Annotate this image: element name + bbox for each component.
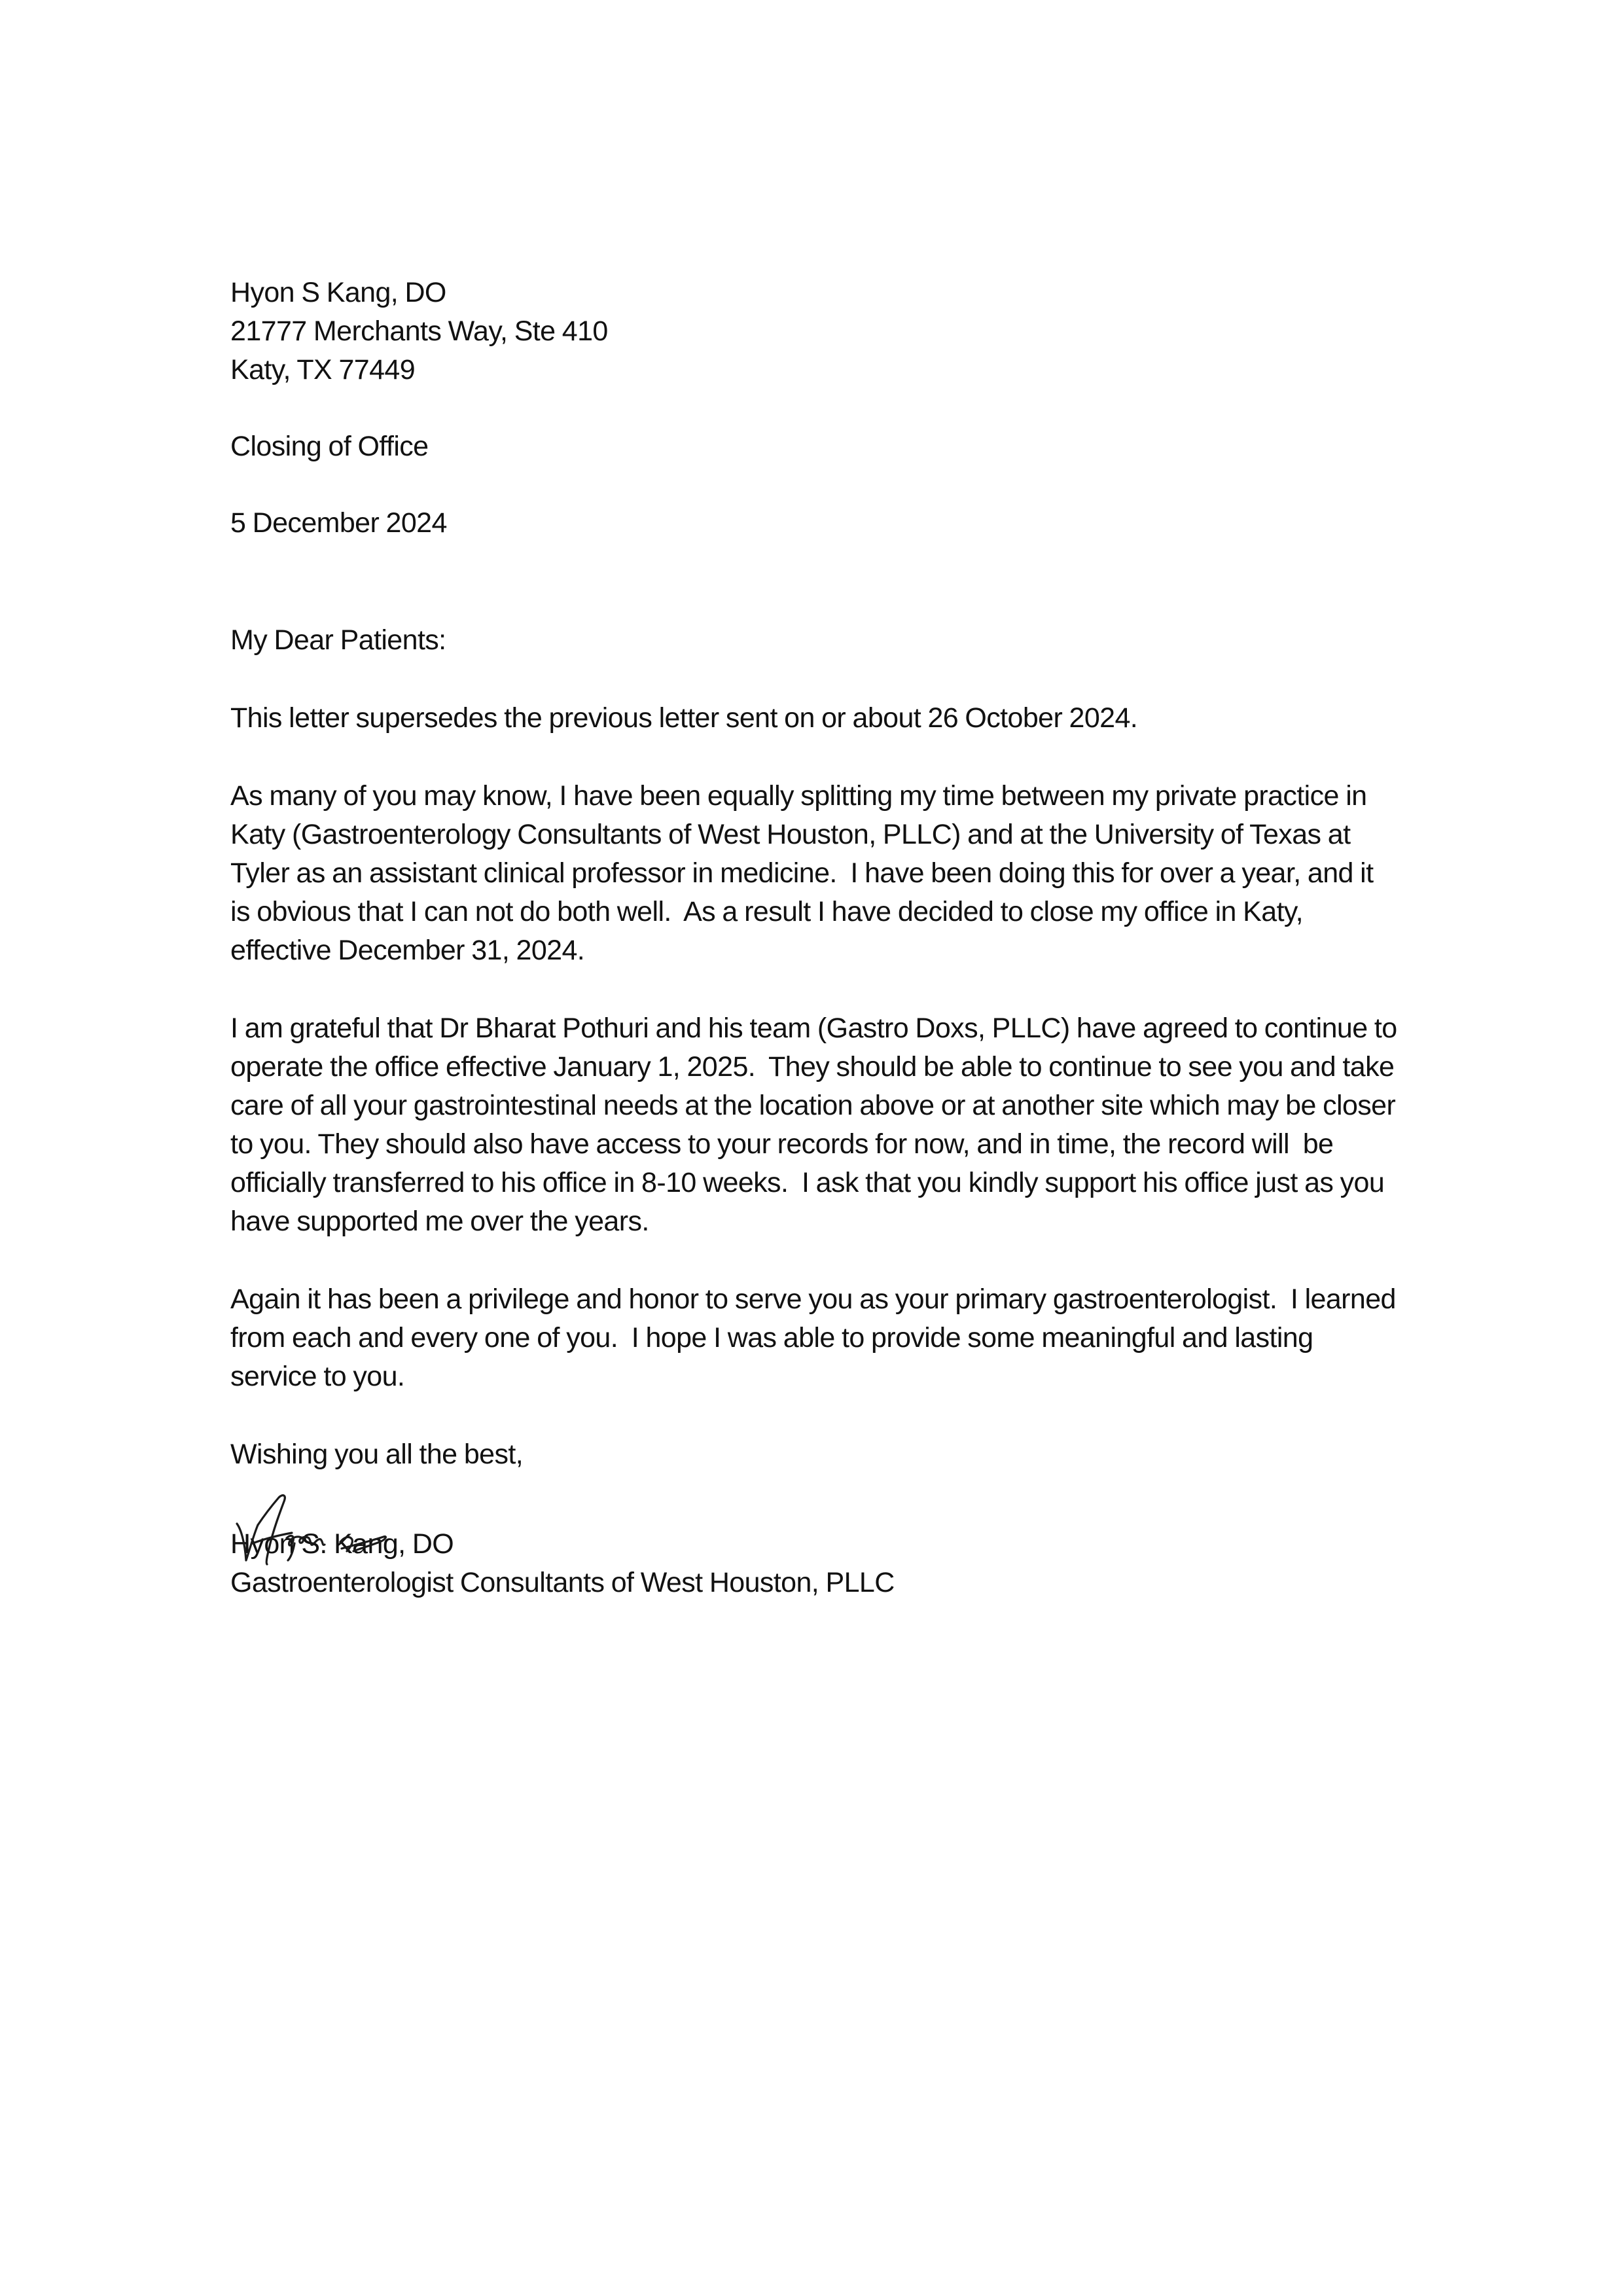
salutation: My Dear Patients: (230, 624, 446, 656)
paragraph-line: Again it has been a privilege and honor to serve you as your primary gastroenterologist. I learned (230, 1283, 1396, 1315)
paragraph-1 (230, 699, 1421, 738)
paragraph-line: operate the office effective January 1, 2025. They should be able to continue to see you and take (230, 1051, 1395, 1083)
paragraph-2 (230, 777, 1421, 970)
paragraph-3 (230, 1009, 1421, 1241)
sender-address-line1: 21777 Merchants Way, Ste 410 (230, 315, 608, 347)
paragraph-line: effective December 31, 2024. (230, 935, 585, 966)
letter-body (230, 274, 1421, 1602)
sender-address-line2: Katy, TX 77449 (230, 354, 416, 386)
letter-date: 5 December 2024 (230, 507, 447, 539)
signer-organization: Gastroenterologist Consultants of West Houston, PLLC (230, 1567, 895, 1598)
signer-name: Hyon S. Kang, DO (230, 1528, 454, 1560)
closing: Wishing you all the best, (230, 1439, 524, 1470)
paragraph-line: from each and every one of you. I hope I was able to provide some meaningful and lasting (230, 1322, 1313, 1354)
paragraph-line: I am grateful that Dr Bharat Pothuri and his team (Gastro Doxs, PLLC) have agreed to continue to (230, 1013, 1397, 1044)
sender-address (230, 274, 1421, 389)
paragraph-line: As many of you may know, I have been equally splitting my time between my private practice in (230, 780, 1367, 812)
paragraph-line: to you. They should also have access to your records for now, and in time, the record will be (230, 1128, 1334, 1160)
signature-area (230, 1484, 1421, 1571)
paragraph-line: have supported me over the years. (230, 1206, 649, 1237)
paragraph-line: care of all your gastrointestinal needs at the location above or at another site which may be closer (230, 1090, 1396, 1121)
paragraph-line: is obvious that I can not do both well. As a result I have decided to close my office in Katy, (230, 896, 1303, 927)
paragraph-line: This letter supersedes the previous letter sent on or about 26 October 2024. (230, 702, 1138, 734)
paragraph-line: service to you. (230, 1361, 405, 1392)
sender-name: Hyon S Kang, DO (230, 277, 446, 308)
handwritten-signature (232, 1483, 441, 1568)
paragraph-line: Katy (Gastroenterology Consultants of West Houston, PLLC) and at the University of Texas at (230, 819, 1351, 850)
paragraph-line: officially transferred to his office in 8-10 weeks. I ask that you kindly support his office just as you (230, 1167, 1385, 1198)
paragraph-line: Tyler as an assistant clinical professor in medicine. I have been doing this for over a year, and it (230, 857, 1374, 889)
letter-subject: Closing of Office (230, 431, 429, 462)
paragraph-4 (230, 1280, 1421, 1396)
